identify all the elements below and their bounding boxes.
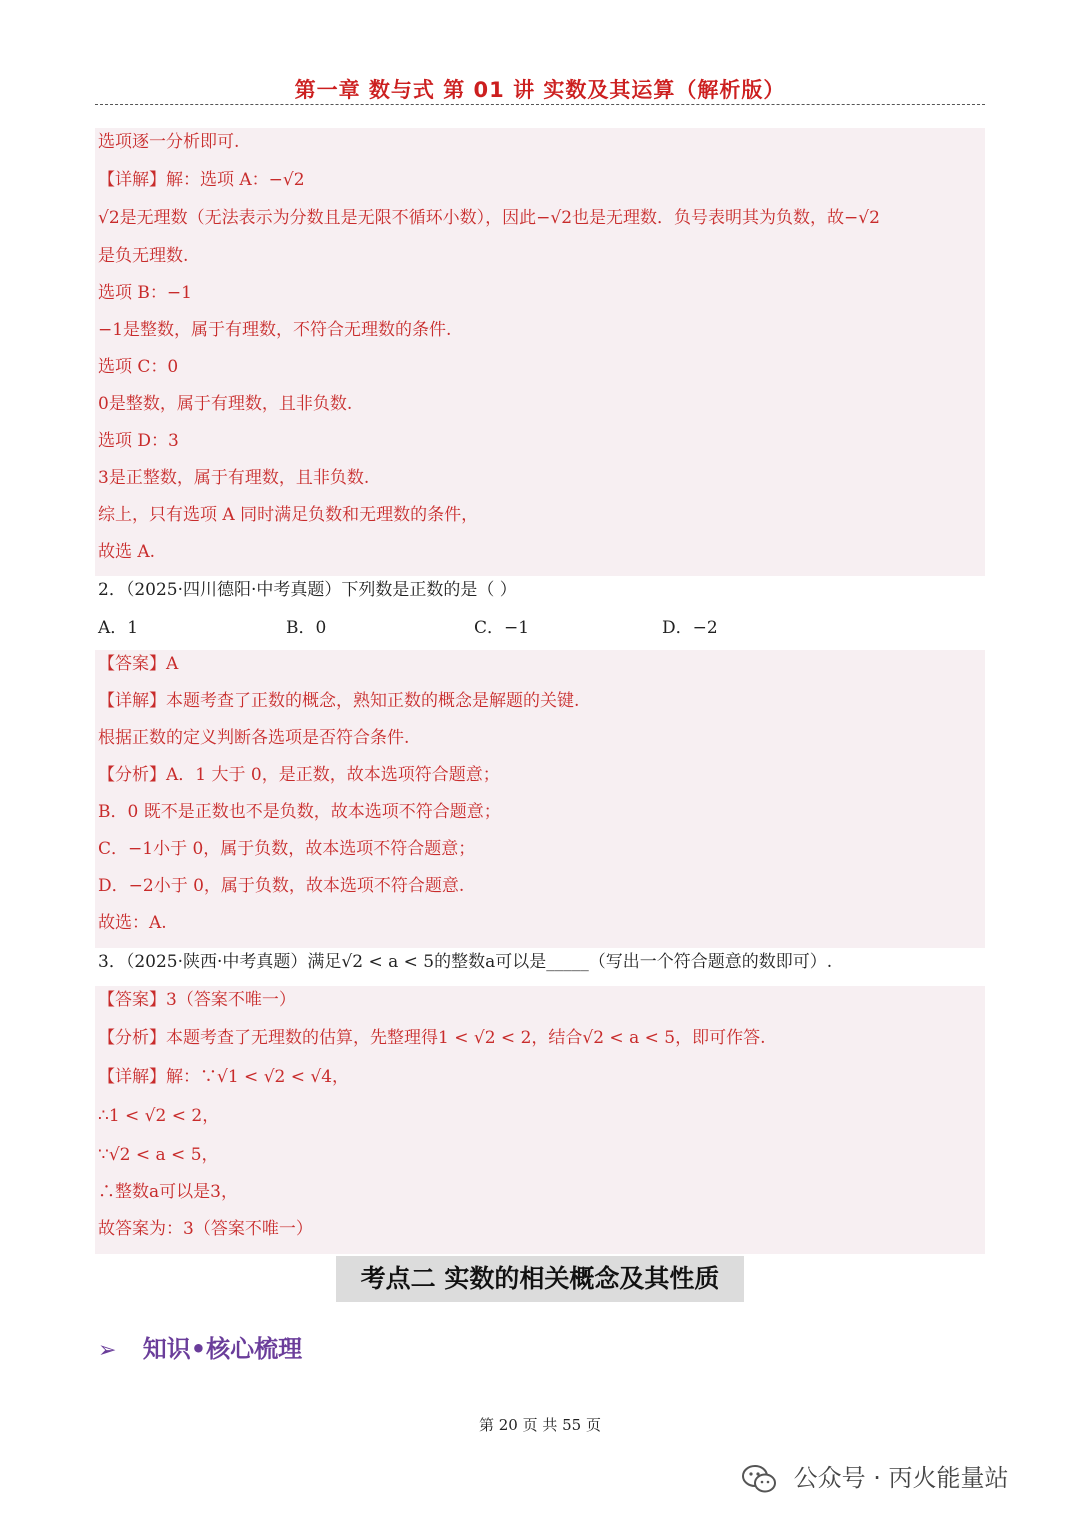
answer-line: 【答案】A [98,654,179,674]
answer-line: 【答案】3（答案不唯一） [98,990,296,1010]
answer-line: 根据正数的定义判断各选项是否符合条件. [98,728,410,748]
question-2-option-b: B．0 [286,618,327,638]
question-3-stem: 3．（2025·陕西·中考真题）满足√2 < a < 5的整数a可以是_____（写出一个符合题意的数即可）. [98,952,833,972]
answer-line: 【详解】解：∵√1 < √2 < √4， [98,1067,350,1087]
analysis-line: √2是无理数（无法表示为分数且是无限不循环小数），因此−√2也是无理数．负号表明其为负数，故−√2 [98,208,880,228]
answer-line: 【详解】本题考查了正数的概念，熟知正数的概念是解题的关键. [98,691,580,711]
answer-line: B．0 既不是正数也不是负数，故本选项不符合题意； [98,802,501,822]
page-header-title: 第一章 数与式 第 01 讲 实数及其运算（解析版） [294,78,786,102]
analysis-line: 3是正整数，属于有理数，且非负数. [98,468,370,488]
answer-line: ∴1 < √2 < 2， [98,1106,220,1126]
analysis-line: 选项 D：3 [98,431,179,451]
analysis-line: 综上，只有选项 A 同时满足负数和无理数的条件， [98,505,479,525]
analysis-line: −1是整数，属于有理数，不符合无理数的条件. [98,320,452,340]
header-divider [95,104,985,105]
analysis-line: 0是整数，属于有理数，且非负数. [98,394,353,414]
question-2-option-c: C．−1 [474,618,530,638]
page-footer: 第 20 页 共 55 页 [478,1416,601,1434]
watermark-text: 公众号 · 丙火能量站 [793,1464,1009,1492]
analysis-line: 【详解】解：选项 A：−√2 [98,170,305,190]
section-title: 考点二 实数的相关概念及其性质 [336,1256,744,1302]
answer-line: D．−2小于 0，属于负数，故本选项不符合题意. [98,876,465,896]
analysis-line: 选项 C：0 [98,357,179,377]
answer-line: ∵√2 < a < 5， [98,1145,219,1165]
answer-line: ∴整数a可以是3， [98,1182,238,1202]
answer-line: 故答案为：3（答案不唯一） [98,1219,313,1239]
question-2-option-d: D．−2 [662,618,718,638]
question-2-stem: 2．（2025·四川德阳·中考真题）下列数是正数的是（ ） [98,580,517,600]
analysis-line: 选项 B：−1 [98,283,192,303]
answer-line: C．−1小于 0，属于负数，故本选项不符合题意； [98,839,476,859]
wechat-icon [742,1464,776,1494]
knowledge-heading [98,1330,302,1368]
analysis-line: 选项逐一分析即可. [98,132,240,152]
arrow-bullet-icon: ➢ [98,1338,117,1363]
analysis-line: 是负无理数. [98,246,189,266]
answer-line: 【分析】A．1 大于 0，是正数，故本选项符合题意； [98,765,500,785]
wechat-watermark [742,1458,1009,1498]
question-2-option-a: A．1 [98,618,139,638]
knowledge-heading-label: 知识•核心梳理 [142,1335,303,1363]
answer-line: 【分析】本题考查了无理数的估算，先整理得1 < √2 < 2，结合√2 < a < 5，即可作答. [98,1028,766,1048]
analysis-line: 故选 A. [98,542,156,562]
answer-line: 故选：A. [98,913,167,933]
